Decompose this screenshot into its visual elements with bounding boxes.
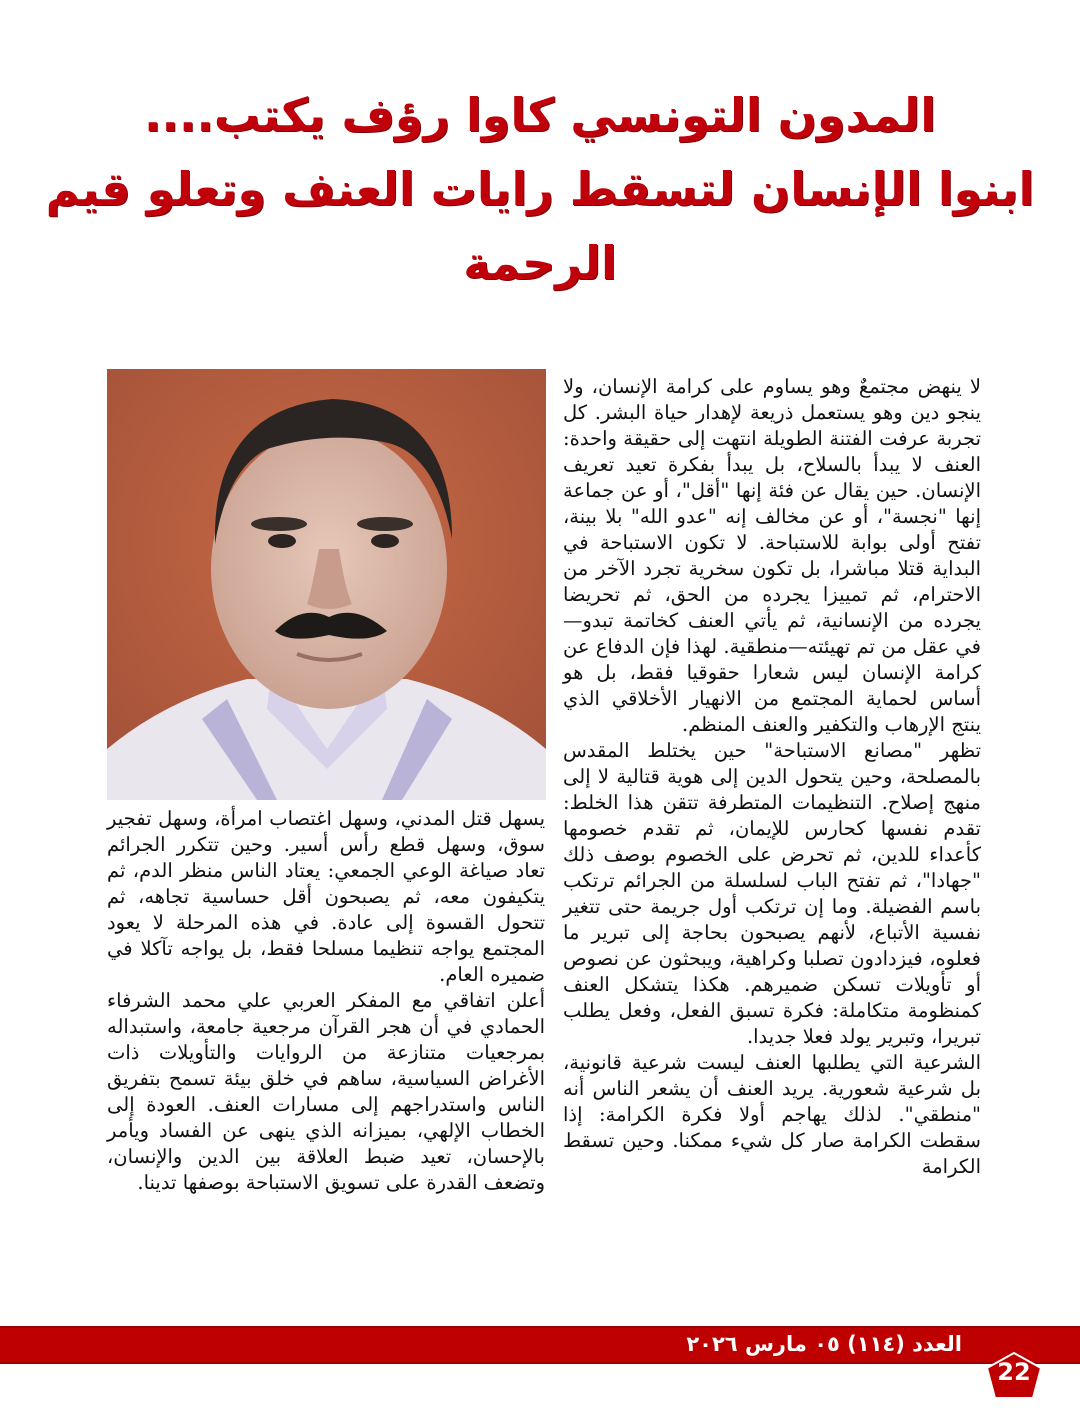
issue-info: العدد (١١٤) ٠٥ مارس ٢٠٢٦ — [686, 1332, 962, 1356]
article-paragraph: تظهر "مصانع الاستباحة" حين يختلط المقدس بالمصلحة، وحين يتحول الدين إلى هوية قتالية لا إلى منهج إصلاح. التنظيمات المتطرفة تتقن هذا الخلط: تقدم نفسها كحارس للإيمان، ثم تقدم خصومها كأعداء للدين، ثم تحرض على الخصوم بوصف ذلك "جهادا"، ثم تفتح الباب لسلسلة من الجرائم ترتكب باسم الفضيلة. وما إن ترتكب أول جريمة حتى تتغير نفسية الأتباع، لأنهم يصبحون بحاجة إلى تبرير ما فعلوه، فيزدادون تصلبا وكراهية، ويبحثون عن نصوص أو تأويلات تسكن ضميرهم. هكذا يتشكل العنف كمنظومة متكاملة: فكرة تسبق الفعل، وفعل يطلب تبريرا، وتبرير يولد فعلا جديدا. — [563, 739, 981, 1048]
headline — [40, 78, 1040, 300]
headline-line-2: ابنوا الإنسان لتسقط رايات العنف وتعلو قيم — [45, 162, 1035, 216]
article-paragraph: يسهل قتل المدني، وسهل اغتصاب امرأة، وسهل تفجير سوق، وسهل قطع رأس أسير. وحين تتكرر الجرائم تعاد صياغة الوعي الجمعي: يعتاد الناس منظر الدم، ثم يتكيفون معه، ثم يصبحون أقل حساسية تجاهه، ثم تتحول القسوة إلى عادة. في هذه المرحلة لا يعود المجتمع يواجه تنظيما مسلحا فقط، بل يواجه تآكلا في ضميره العام. — [107, 807, 545, 986]
article-paragraph: أعلن اتفاقي مع المفكر العربي علي محمد الشرفاء الحمادي في أن هجر القرآن مرجعية جامعة، واستبداله بمرجعيات متنازعة من الروايات والتأويلات ذات الأغراض السياسية، ساهم في خلق بيئة تسمح بتفريق الناس واستدراجهم إلى مسارات العنف. العودة إلى الخطاب الإلهي، بميزانه الذي ينهى عن الفساد ويأمر بالإحسان، تعيد ضبط العلاقة بين الدين والإنسان، وتضعف القدرة على تسويق الاستباحة بوصفها تدينا. — [107, 989, 545, 1194]
author-photo — [107, 369, 546, 800]
article-paragraph: لا ينهض مجتمعٌ وهو يساوم على كرامة الإنسان، ولا ينجو دين وهو يستعمل ذريعة لإهدار حياة البشر. كل تجربة عرفت الفتنة الطويلة انتهت إلى حقيقة واحدة: العنف لا يبدأ بالسلاح، بل يبدأ بفكرة تعيد تعريف الإنسان. حين يقال عن فئة إنها "أقل"، أو عن جماعة إنها "نجسة"، أو عن مخالف إنه "عدو الله" بلا بينة، تفتح أولى بوابة للاستباحة. لا تكون الاستباحة في البداية قتلا مباشرا، بل تكون سخرية تجرد الآخر من الاحترام، ثم تمييزا يجرده من الحق، ثم تحريضا يجرده من الإنسانية، ثم يأتي العنف كخاتمة تبدو—في عقل من تم تهيئته—منطقية. لهذا فإن الدفاع عن كرامة الإنسان ليس شعارا حقوقيا فقط، بل هو أساس لحماية المجتمع من الانهيار الأخلاقي الذي ينتج الإرهاب والتكفير والعنف المنظم. — [563, 375, 981, 736]
headline-line-3: الرحمة — [463, 236, 617, 290]
author-portrait-illustration — [107, 369, 546, 800]
article-paragraph: الشرعية التي يطلبها العنف ليست شرعية قانونية، بل شرعية شعورية. يريد العنف أن يشعر الناس أنه "منطقي". لذلك يهاجم أولا فكرة الكرامة: إذا سقطت الكرامة صار كل شيء ممكنا. وحين تسقط الكرامة — [563, 1051, 981, 1178]
page-number-badge — [985, 1352, 1043, 1400]
page-number: 22 — [997, 1358, 1031, 1386]
headline-line-1: المدون التونسي كاوا رؤف يكتب.... — [144, 88, 936, 142]
article-column-right — [563, 374, 981, 1180]
article-column-left — [107, 806, 545, 1196]
